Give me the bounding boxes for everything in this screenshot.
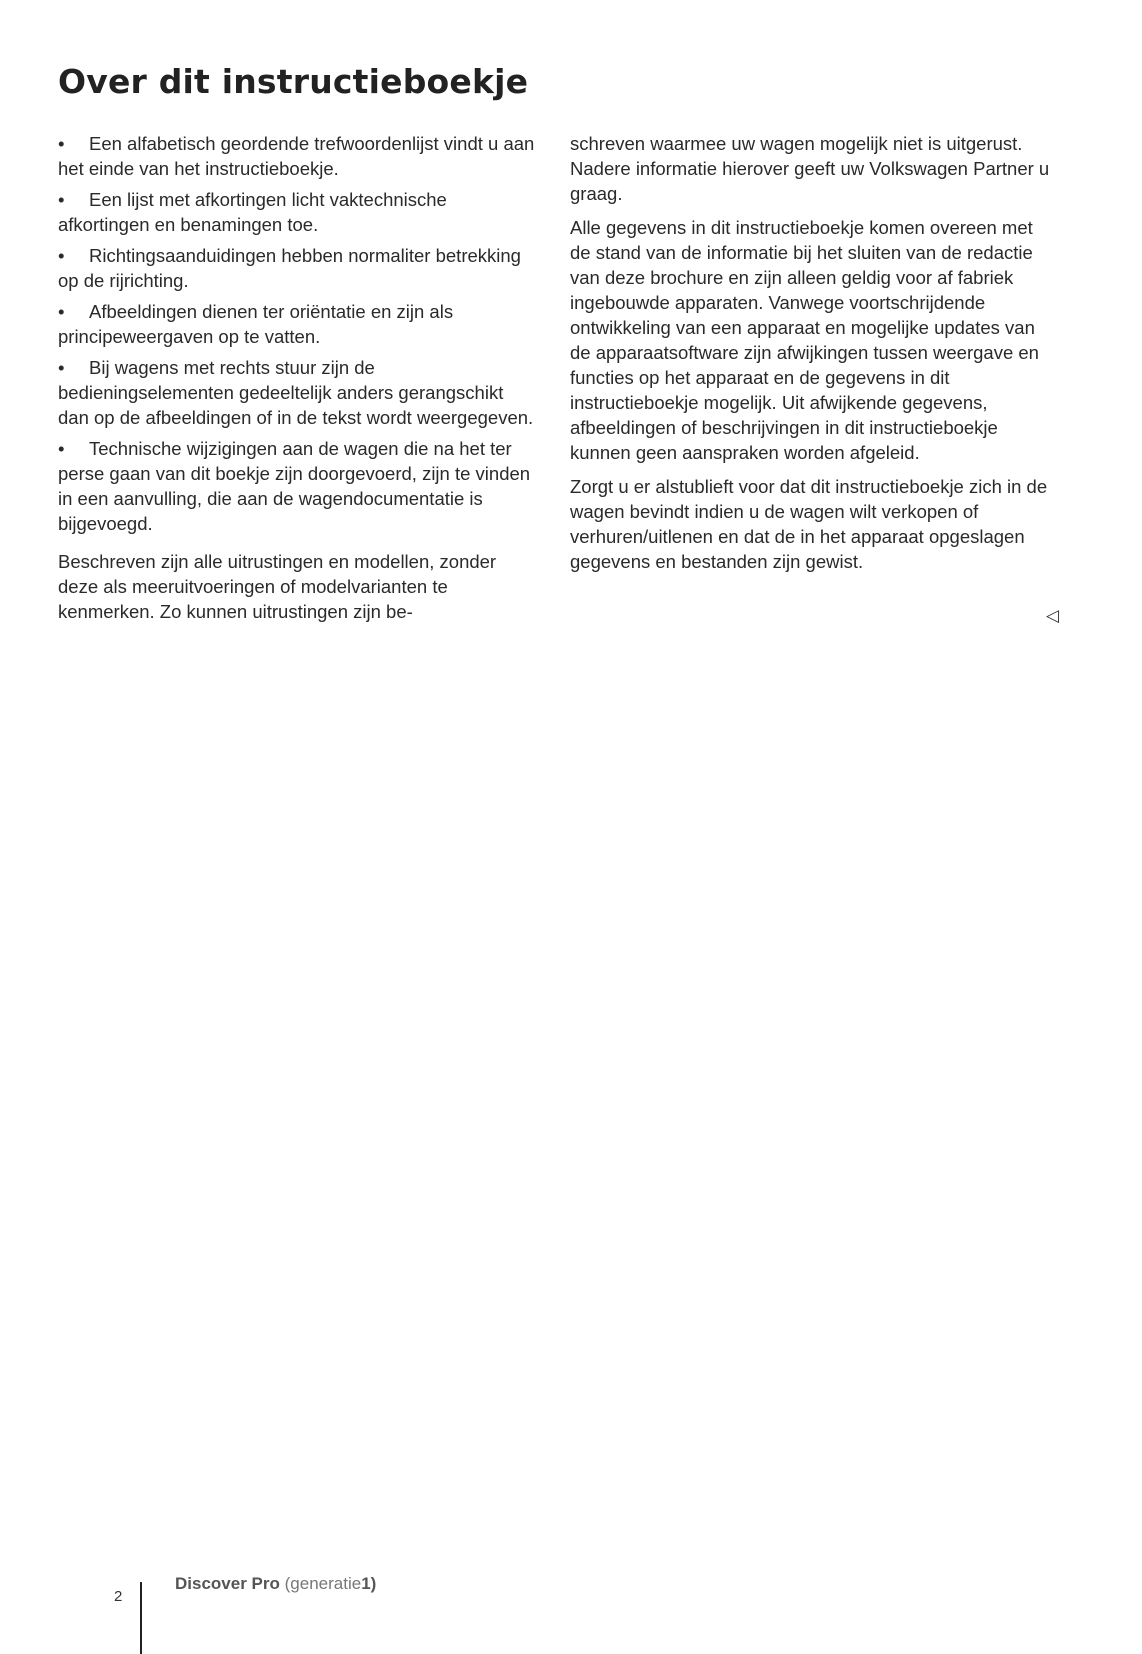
body-paragraph: Beschreven zijn alle uitrustingen en modellen, zonder deze als meeruitvoeringen of modelvarianten te kenmerken. Zo kunnen uitrustingen zijn be- [58, 551, 497, 622]
page-title: Over dit instructieboekje [58, 62, 529, 101]
bullet-icon: • [58, 438, 65, 459]
left-column [58, 131, 536, 633]
bullet-icon: • [58, 245, 65, 266]
bullet-icon: • [58, 357, 65, 378]
bullet-item [58, 355, 536, 430]
bullet-text: Afbeeldingen dienen ter oriëntatie en zijn als principeweergaven op te vatten. [58, 301, 454, 347]
body-paragraph: Alle gegevens in dit instructieboekje komen overeen met de stand van de informatie bij het sluiten van de redactie van deze brochure en zijn alleen geldig voor af fabriek ingebouwde apparaten. Vanwege voortschrijdende ontwikkeling van een apparaat en mogelijke updates van de apparaatsoftware zijn afwijkingen tussen weergave en functies op het apparaat en de gegevens in dit instructieboekje mogelijk. Uit afwijkende gegevens, afbeeldingen of beschrijvingen in dit instructieboekje kunnen geen aanspraken worden afgeleid. [570, 217, 1039, 463]
bullet-text: Richtingsaanduidingen hebben normaliter betrekking op de rijrichting. [58, 245, 521, 291]
bullet-item [58, 436, 536, 536]
bullet-text: Een alfabetisch geordende trefwoordenlijst vindt u aan het einde van het instructieboekje. [58, 133, 535, 179]
bullet-item [58, 131, 536, 181]
right-column [570, 131, 1050, 583]
bullet-icon: • [58, 301, 65, 322]
footer-title [175, 1574, 376, 1594]
bullet-item [58, 299, 536, 349]
bullet-item [58, 243, 536, 293]
footer-generation: (generatie [284, 1574, 362, 1593]
bullet-item [58, 187, 536, 237]
page-number: 2 [114, 1588, 123, 1605]
bullet-text: Bij wagens met rechts stuur zijn de bedieningselementen gedeeltelijk anders gerangschikt dan op de afbeeldingen of in de tekst wordt weergegeven. [58, 357, 534, 428]
body-paragraph: schreven waarmee uw wagen mogelijk niet is uitgerust. Nadere informatie hierover geeft uw Volkswagen Partner u graag. [570, 133, 1050, 204]
bullet-text: Een lijst met afkortingen licht vaktechnische afkortingen en benamingen toe. [58, 189, 447, 235]
footer-generation-number: 1) [361, 1574, 377, 1593]
bullet-text: Technische wijzigingen aan de wagen die na het ter perse gaan van dit boekje zijn doorgevoerd, zijn te vinden in een aanvulling, die aan de wagendocumentatie is bijgevoegd. [58, 438, 531, 534]
footer-product-name: Discover Pro [175, 1574, 280, 1593]
body-paragraph: Zorgt u er alstublieft voor dat dit instructieboekje zich in de wagen bevindt indien u de wagen wilt verkopen of verhuren/uitlenen en dat de in het apparaat opgeslagen gegevens en bestanden zijn gewist. [570, 476, 1048, 572]
bullet-icon: • [58, 189, 65, 210]
bullet-icon: • [58, 133, 65, 154]
footer-divider [140, 1582, 142, 1654]
section-end-icon: ◁ [1046, 606, 1060, 626]
